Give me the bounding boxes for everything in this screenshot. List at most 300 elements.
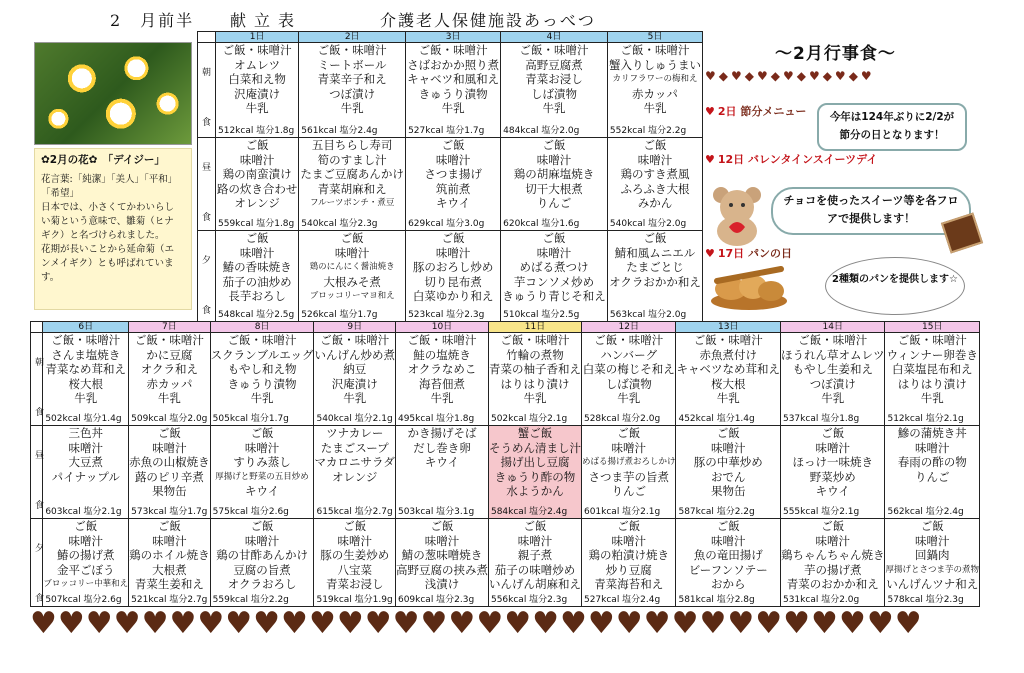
- meal-label-char: 夕: [35, 544, 45, 554]
- dish-name: 味噌汁: [637, 152, 673, 167]
- meal-cell: [581, 426, 676, 519]
- dish-name: 味噌汁: [611, 440, 646, 455]
- breakfast-row: [198, 43, 703, 138]
- event-name: 節分メニュー: [740, 105, 807, 118]
- flower-line: す。: [41, 272, 60, 283]
- meal-cell: [488, 426, 581, 519]
- dish-name: たまごスープ: [320, 440, 389, 455]
- calorie-salt: 527kcal 塩分1.7g: [408, 126, 485, 136]
- dish-name: ご飯: [542, 138, 566, 152]
- meal-label-char: 食: [202, 306, 212, 316]
- dish-name: 味噌汁: [244, 533, 280, 548]
- dish-name: 鮭の塩焼き: [413, 347, 471, 362]
- calorie-salt: 540kcal 塩分2.1g: [316, 414, 393, 424]
- dish-name: オクラおかか和え: [609, 274, 701, 289]
- meal-cell: [210, 333, 314, 426]
- dish-name: かき揚げそば: [407, 426, 477, 440]
- dish-name: みかん: [637, 196, 673, 210]
- lunch-row: [31, 426, 980, 519]
- calorie-salt: 559kcal 塩分2.2g: [212, 595, 289, 605]
- dish-name: カリフラワーの梅和え: [612, 74, 698, 84]
- calorie-salt: 573kcal 塩分1.7g: [131, 507, 208, 517]
- meal-cell: [780, 426, 885, 519]
- dish-name: 筍のすまし汁: [317, 152, 387, 167]
- dish-name: マカロニサラダ: [314, 455, 395, 469]
- meal-label-char: 昼: [202, 163, 212, 173]
- meal-cell: [129, 519, 211, 607]
- dish-name: 青菜お浸し: [325, 577, 384, 591]
- dish-name: 味噌汁: [815, 533, 850, 548]
- dish-name: 桜大根: [68, 376, 103, 391]
- meal-cell: [406, 43, 501, 138]
- dish-name: 回鍋肉: [914, 548, 950, 562]
- dish-name: 海苔佃煮: [418, 376, 465, 391]
- calorie-salt: 527kcal 塩分2.4g: [583, 595, 661, 605]
- day-header: 9日: [314, 322, 396, 333]
- dish-name: 青菜お浸し: [525, 72, 583, 86]
- header: [0, 0, 700, 30]
- dish-name: 味噌汁: [68, 533, 103, 548]
- meal-label: [198, 231, 216, 322]
- calorie-salt: 523kcal 塩分2.3g: [408, 310, 485, 320]
- meal-cell: [314, 519, 396, 607]
- meal-cell: [676, 333, 781, 426]
- teddy-bear-icon: [709, 183, 765, 247]
- dish-name: 八宝菜: [337, 562, 372, 577]
- meal-label-char: 食: [202, 213, 212, 223]
- dish-name: いんげん胡麻和え: [488, 577, 581, 591]
- dish-name: きゅうり漬物: [227, 376, 297, 391]
- calorie-salt: 540kcal 塩分2.0g: [609, 219, 687, 229]
- dish-name: 牛乳: [250, 391, 274, 405]
- flower-line: 花期が長いことから延命菊（エ: [41, 244, 175, 255]
- dish-name: 牛乳: [343, 391, 367, 405]
- calorie-salt: 503kcal 塩分3.1g: [397, 507, 475, 517]
- dish-name: 金平ごぼう: [56, 562, 115, 577]
- dish-name: フルーツポンチ・煮豆: [310, 198, 395, 208]
- calorie-salt: 581kcal 塩分2.8g: [678, 595, 755, 605]
- dish-name: ハンバーグ: [600, 347, 658, 362]
- meal-cell: [406, 231, 501, 322]
- meal-cell: [216, 43, 299, 138]
- dish-name: 味噌汁: [710, 440, 746, 455]
- meal-cell: [676, 426, 781, 519]
- dish-name: 親子煮: [517, 548, 553, 562]
- calorie-salt: 578kcal 塩分2.3g: [887, 595, 964, 605]
- meal-label-char: 昼: [35, 451, 45, 461]
- event-name: バレンタインスイーツデイ: [748, 153, 878, 166]
- event-valentine: [705, 151, 877, 167]
- dish-name: 芋の揚げ煮: [803, 562, 862, 577]
- bread-icon: [709, 261, 789, 311]
- corner-cell: [31, 322, 43, 333]
- dish-name: 青菜の柚子香和え: [488, 362, 581, 376]
- dish-name: はりはり漬け: [897, 376, 967, 391]
- bread-note: 2種類のパンを提供します☆: [825, 257, 965, 315]
- calorie-salt: 484kcal 塩分2.0g: [503, 126, 580, 136]
- dinner-row: [198, 231, 703, 322]
- meal-cell: [299, 43, 406, 138]
- dish-name: 白菜ゆかり和え: [412, 289, 494, 303]
- dish-name: ご飯・味噌汁: [222, 43, 292, 57]
- dish-name: 果物缶: [710, 484, 746, 498]
- dish-name: 味噌汁: [337, 533, 372, 548]
- dish-name: ご飯・味噌汁: [500, 333, 570, 347]
- dish-name: 味噌汁: [334, 245, 370, 260]
- calorie-salt: 526kcal 塩分1.7g: [301, 310, 378, 320]
- calorie-salt: 502kcal 塩分1.4g: [45, 414, 122, 424]
- dish-name: オクラ和え: [140, 362, 199, 376]
- dish-name: しば漬物: [531, 86, 578, 101]
- dish-name: かに豆腐: [146, 347, 193, 362]
- meal-cell: [607, 231, 702, 322]
- calorie-salt: 531kcal 塩分2.0g: [782, 595, 860, 605]
- flower-line: い菊という意味で、雛菊（ヒナ: [41, 216, 174, 227]
- day-header: 13日: [676, 322, 781, 333]
- dish-name: 味噌汁: [710, 533, 746, 548]
- dish-name: ご飯・味噌汁: [693, 333, 763, 347]
- dish-name: 赤カッパ: [632, 86, 678, 101]
- dish-name: オクラおろし: [227, 577, 297, 591]
- heart-icon: ♥: [705, 153, 715, 166]
- dish-name: ご飯: [441, 138, 465, 152]
- dish-name: めばる煮つけ: [519, 260, 589, 274]
- meal-cell: [885, 519, 980, 607]
- dish-name: 味噌汁: [152, 440, 187, 455]
- dish-name: ご飯: [157, 426, 181, 440]
- dish-name: ご飯・味噌汁: [320, 333, 390, 347]
- dish-name: 味噌汁: [517, 533, 553, 548]
- dish-name: 切り昆布煮: [424, 274, 482, 289]
- dish-name: だし巻き卵: [413, 440, 471, 455]
- calorie-salt: 587kcal 塩分2.2g: [678, 507, 755, 517]
- day-header: 7日: [129, 322, 211, 333]
- dish-name: パイナップル: [51, 469, 120, 484]
- dish-name: 豆腐の旨煮: [233, 562, 291, 577]
- dish-name: 魚の竜田揚げ: [693, 548, 763, 562]
- calorie-salt: 548kcal 塩分2.5g: [218, 310, 295, 320]
- day-header: 10日: [395, 322, 488, 333]
- dish-name: 沢庵漬け: [331, 376, 378, 391]
- meal-cell: [43, 333, 129, 426]
- dish-name: スクランブルエッグ: [210, 347, 314, 362]
- meal-cell: [43, 519, 129, 607]
- dish-name: 大豆煮: [68, 455, 103, 469]
- meal-cell: [676, 519, 781, 607]
- meal-cell: [780, 519, 885, 607]
- calorie-salt: 563kcal 塩分2.0g: [609, 310, 687, 320]
- meal-cell: [501, 138, 608, 231]
- dish-name: ご飯: [821, 519, 845, 533]
- dish-name: 味噌汁: [435, 245, 471, 260]
- dish-name: そうめん清まし汁: [488, 440, 581, 455]
- calorie-salt: 620kcal 塩分1.6g: [503, 219, 580, 229]
- dish-name: ご飯: [340, 231, 364, 245]
- dish-name: りんご: [536, 196, 572, 210]
- calorie-salt: 537kcal 塩分1.8g: [782, 414, 860, 424]
- event-bread: [705, 245, 792, 261]
- calorie-salt: 528kcal 塩分2.0g: [583, 414, 661, 424]
- dish-name: 鰆の香味焼き: [222, 260, 292, 274]
- dish-name: ご飯・味噌汁: [897, 333, 967, 347]
- dish-name: 味噌汁: [435, 152, 471, 167]
- meal-label: [31, 519, 43, 607]
- dish-name: おでん: [711, 469, 746, 484]
- dish-name: 三色丼: [68, 426, 103, 440]
- dish-name: キウイ: [244, 484, 280, 498]
- corner-cell: [198, 32, 216, 43]
- dish-name: オクラなめこ: [407, 362, 477, 376]
- dish-name: 青菜海苔和え: [594, 577, 664, 591]
- dish-name: ウィンナー卵巻き: [886, 347, 978, 362]
- dish-name: 納豆: [343, 362, 367, 376]
- dish-name: 牛乳: [74, 391, 98, 405]
- calorie-salt: 556kcal 塩分2.3g: [490, 595, 568, 605]
- dish-name: 牛乳: [920, 391, 944, 405]
- day-header: 1日: [216, 32, 299, 43]
- menu-table-week2: [30, 321, 980, 607]
- dish-name: もやし和え物: [227, 362, 297, 376]
- day-header: 3日: [406, 32, 501, 43]
- dish-name: ご飯・味噌汁: [227, 333, 297, 347]
- dish-name: 牛乳: [441, 101, 465, 115]
- dish-name: 筑前煮: [435, 181, 471, 196]
- dish-name: ご飯・味噌汁: [134, 333, 204, 347]
- dish-name: ご飯: [250, 426, 274, 440]
- lunch-row: [198, 138, 703, 231]
- dish-name: つぼ漬け: [329, 86, 376, 101]
- dish-name: 鰆の揚げ煮: [56, 548, 115, 562]
- dish-name: 牛乳: [430, 391, 454, 405]
- day-header: 8日: [210, 322, 314, 333]
- meal-cell: [780, 333, 885, 426]
- calorie-salt: 512kcal 塩分2.1g: [887, 414, 964, 424]
- dish-name: きゅうり酢の物: [494, 469, 576, 484]
- dish-name: 水ようかん: [506, 484, 564, 498]
- event-date: 2日: [717, 105, 737, 118]
- dish-name: ご飯: [920, 519, 944, 533]
- dish-name: さんま塩焼き: [51, 347, 121, 362]
- calorie-salt: 562kcal 塩分2.4g: [887, 507, 964, 517]
- dish-name: 高野豆腐の挟み煮: [395, 562, 488, 577]
- day-header: 12日: [581, 322, 676, 333]
- chocolate-deco-row: ♥◆♥◆♥◆♥◆♥◆♥◆♥: [705, 69, 875, 83]
- dish-name: 味噌汁: [611, 533, 646, 548]
- dish-name: 豚の生姜炒め: [320, 548, 390, 562]
- dish-name: おから: [710, 577, 746, 591]
- meal-label: [31, 333, 43, 426]
- calorie-salt: 629kcal 塩分3.0g: [408, 219, 485, 229]
- dish-name: 竹輪の煮物: [506, 347, 564, 362]
- dish-name: 鶏の胡麻塩焼き: [513, 167, 595, 181]
- dish-name: さばおかか照り煮: [407, 57, 500, 72]
- meal-cell: [314, 333, 396, 426]
- dish-name: はりはり漬け: [500, 376, 570, 391]
- dish-name: 長芋おろし: [228, 289, 286, 303]
- dish-name: ご飯・味噌汁: [594, 333, 664, 347]
- events-panel: [705, 31, 1005, 321]
- dish-name: ご飯・味噌汁: [519, 43, 589, 57]
- dish-name: 豚の中華炒め: [693, 455, 763, 469]
- dish-name: 青菜なめ茸和え: [45, 362, 126, 376]
- dish-name: 春雨の酢の物: [897, 455, 967, 469]
- meal-cell: [216, 231, 299, 322]
- dish-name: きゅうり青じそ和え: [502, 289, 606, 303]
- meal-cell: [210, 426, 314, 519]
- dish-name: もやし生姜和え: [792, 362, 873, 376]
- dish-name: 味噌汁: [914, 440, 950, 455]
- meal-label-char: 夕: [202, 256, 212, 266]
- meal-cell: [210, 519, 314, 607]
- day-header: 5日: [607, 32, 702, 43]
- dish-name: ご飯・味噌汁: [51, 333, 121, 347]
- dish-name: いんげん炒め煮: [314, 347, 395, 362]
- dish-name: 青菜生姜和え: [134, 577, 204, 591]
- dish-name: 青菜辛子和え: [317, 72, 387, 86]
- dish-name: ブロッコリーマヨ和え: [309, 291, 395, 301]
- menu-table-week1: [197, 31, 703, 322]
- dish-name: キャベツなめ茸和え: [676, 362, 780, 376]
- meal-cell: [129, 426, 211, 519]
- dish-name: ふろふき大根: [620, 181, 690, 196]
- dish-name: めばる揚げ煮おろしかけ: [581, 457, 676, 467]
- dish-name: ミートボール: [317, 57, 387, 72]
- dish-name: 野菜炒め: [809, 469, 856, 484]
- dish-name: さつま芋の旨煮: [588, 469, 669, 484]
- flower-title: ✿2月の花✿ 「デイジー」: [41, 154, 165, 166]
- dish-name: 牛乳: [821, 391, 845, 405]
- flower-line: ンメイギク）とも呼ばれていま: [41, 258, 174, 269]
- dish-name: ご飯・味噌汁: [407, 333, 477, 347]
- calorie-salt: 552kcal 塩分2.2g: [609, 126, 687, 136]
- dish-name: キウイ: [436, 196, 471, 210]
- daisy-photo: [34, 42, 192, 145]
- dish-name: 五目ちらし寿司: [311, 138, 393, 152]
- day-header: 6日: [43, 322, 129, 333]
- dish-name: 豚のおろし炒め: [412, 260, 494, 274]
- calorie-salt: 521kcal 塩分2.7g: [131, 595, 208, 605]
- dish-name: ご飯: [617, 426, 641, 440]
- dish-name: 牛乳: [340, 101, 364, 115]
- dish-name: 蟹入りしゅうまい: [608, 57, 701, 72]
- meal-cell: [299, 138, 406, 231]
- meal-label-char: 朝: [35, 358, 45, 368]
- dish-name: 赤カッパ: [146, 376, 193, 391]
- event-date: 17日: [717, 247, 745, 260]
- meal-cell: [395, 333, 488, 426]
- dish-name: しば漬物: [605, 376, 652, 391]
- dish-name: つぼ漬け: [809, 376, 856, 391]
- dish-name: 青菜のおかか和え: [786, 577, 879, 591]
- dish-name: 味噌汁: [815, 440, 850, 455]
- dish-name: 鶏ちゃんちゃん焼き: [780, 548, 885, 562]
- valentine-note: チョコを使ったスイーツ等を各フロアで提供します！: [771, 187, 971, 235]
- calorie-salt: 584kcal 塩分2.4g: [490, 507, 568, 517]
- dish-name: 沢庵漬け: [234, 86, 281, 101]
- meal-label: [31, 426, 43, 519]
- dinner-row: [31, 519, 980, 607]
- meal-label: [198, 43, 216, 138]
- dish-name: 味噌汁: [244, 440, 280, 455]
- day-header: 11日: [488, 322, 581, 333]
- meal-cell: [299, 231, 406, 322]
- meal-cell: [885, 333, 980, 426]
- dish-name: 鶏の粕漬け焼き: [588, 548, 669, 562]
- meal-cell: [395, 426, 488, 519]
- calorie-salt: 575kcal 塩分2.6g: [212, 507, 289, 517]
- dish-name: 高野豆腐煮: [525, 57, 583, 72]
- calorie-salt: 510kcal 塩分2.5g: [503, 310, 580, 320]
- dish-name: 厚揚げとさつま芋の煮物: [885, 564, 979, 575]
- dish-name: ご飯: [523, 519, 547, 533]
- dish-name: 鶏のすき煮風: [620, 167, 690, 181]
- meal-label-char: 食: [35, 501, 45, 511]
- event-setsubun: [705, 103, 806, 119]
- dish-name: りんご: [611, 484, 646, 498]
- event-name: パンの日: [748, 247, 793, 260]
- dish-name: 牛乳: [245, 101, 269, 115]
- dish-name: ほっけ一味焼き: [792, 455, 873, 469]
- meal-cell: [43, 426, 129, 519]
- dish-name: 鶏の甘酢あんかけ: [216, 548, 309, 562]
- dish-name: 鰺の蒲焼き丼: [897, 426, 967, 440]
- dish-name: 味噌汁: [152, 533, 187, 548]
- meal-cell: [129, 333, 211, 426]
- dish-name: ブロッコリー中華和え: [43, 579, 129, 589]
- dish-name: ご飯: [245, 138, 269, 152]
- dish-name: 牛乳: [157, 391, 181, 405]
- dish-name: 青菜胡麻和え: [317, 181, 387, 196]
- meal-label-char: 朝: [202, 68, 212, 78]
- dish-name: 牛乳: [643, 101, 667, 115]
- dish-name: ご飯: [430, 519, 454, 533]
- dish-name: オレンジ: [234, 196, 280, 210]
- chocolate-hearts-footer: ♥♥♥♥♥♥♥♥♥♥♥♥♥♥♥♥♥♥♥♥♥♥♥♥♥♥♥♥♥♥♥♥: [30, 607, 923, 641]
- heart-icon: ♥: [705, 105, 715, 118]
- calorie-salt: 452kcal 塩分1.4g: [678, 414, 755, 424]
- dish-name: ご飯・味噌汁: [620, 43, 690, 57]
- dish-name: ご飯・味噌汁: [418, 43, 488, 57]
- flower-line: ギク）と名づけられました。: [41, 230, 165, 241]
- header-period: 2 月前半: [110, 11, 195, 30]
- dish-name: たまご豆腐あんかけ: [300, 167, 404, 181]
- dish-name: 牛乳: [617, 391, 641, 405]
- dish-name: いんげんツナ和え: [886, 577, 979, 591]
- dish-name: 鶏の南蛮漬け: [222, 167, 292, 181]
- calorie-salt: 561kcal 塩分2.4g: [301, 126, 378, 136]
- event-date: 12日: [717, 153, 745, 166]
- dish-name: 厚揚げと野菜の五目炒め: [215, 471, 309, 482]
- dish-name: 茄子の油炒め: [222, 274, 292, 289]
- dish-name: ビーフンソテー: [688, 562, 768, 577]
- dish-name: 鶏のにんにく醤油焼き: [309, 262, 395, 272]
- meal-cell: [488, 519, 581, 607]
- calorie-salt: 555kcal 塩分2.1g: [782, 507, 860, 517]
- dish-name: ご飯: [542, 231, 566, 245]
- dish-name: オレンジ: [332, 469, 378, 484]
- dish-name: 大根煮: [152, 562, 187, 577]
- dish-name: 切干大根煮: [525, 181, 583, 196]
- meal-cell: [488, 333, 581, 426]
- day-header: 14日: [780, 322, 885, 333]
- dish-name: キウイ: [815, 484, 850, 498]
- dish-name: 味噌汁: [536, 245, 572, 260]
- dish-name: 大根みそ煮: [323, 274, 381, 289]
- dish-name: 鯖の葱味噌焼き: [401, 548, 483, 562]
- meal-cell: [216, 138, 299, 231]
- dish-name: ご飯: [716, 426, 740, 440]
- meal-cell: [581, 333, 676, 426]
